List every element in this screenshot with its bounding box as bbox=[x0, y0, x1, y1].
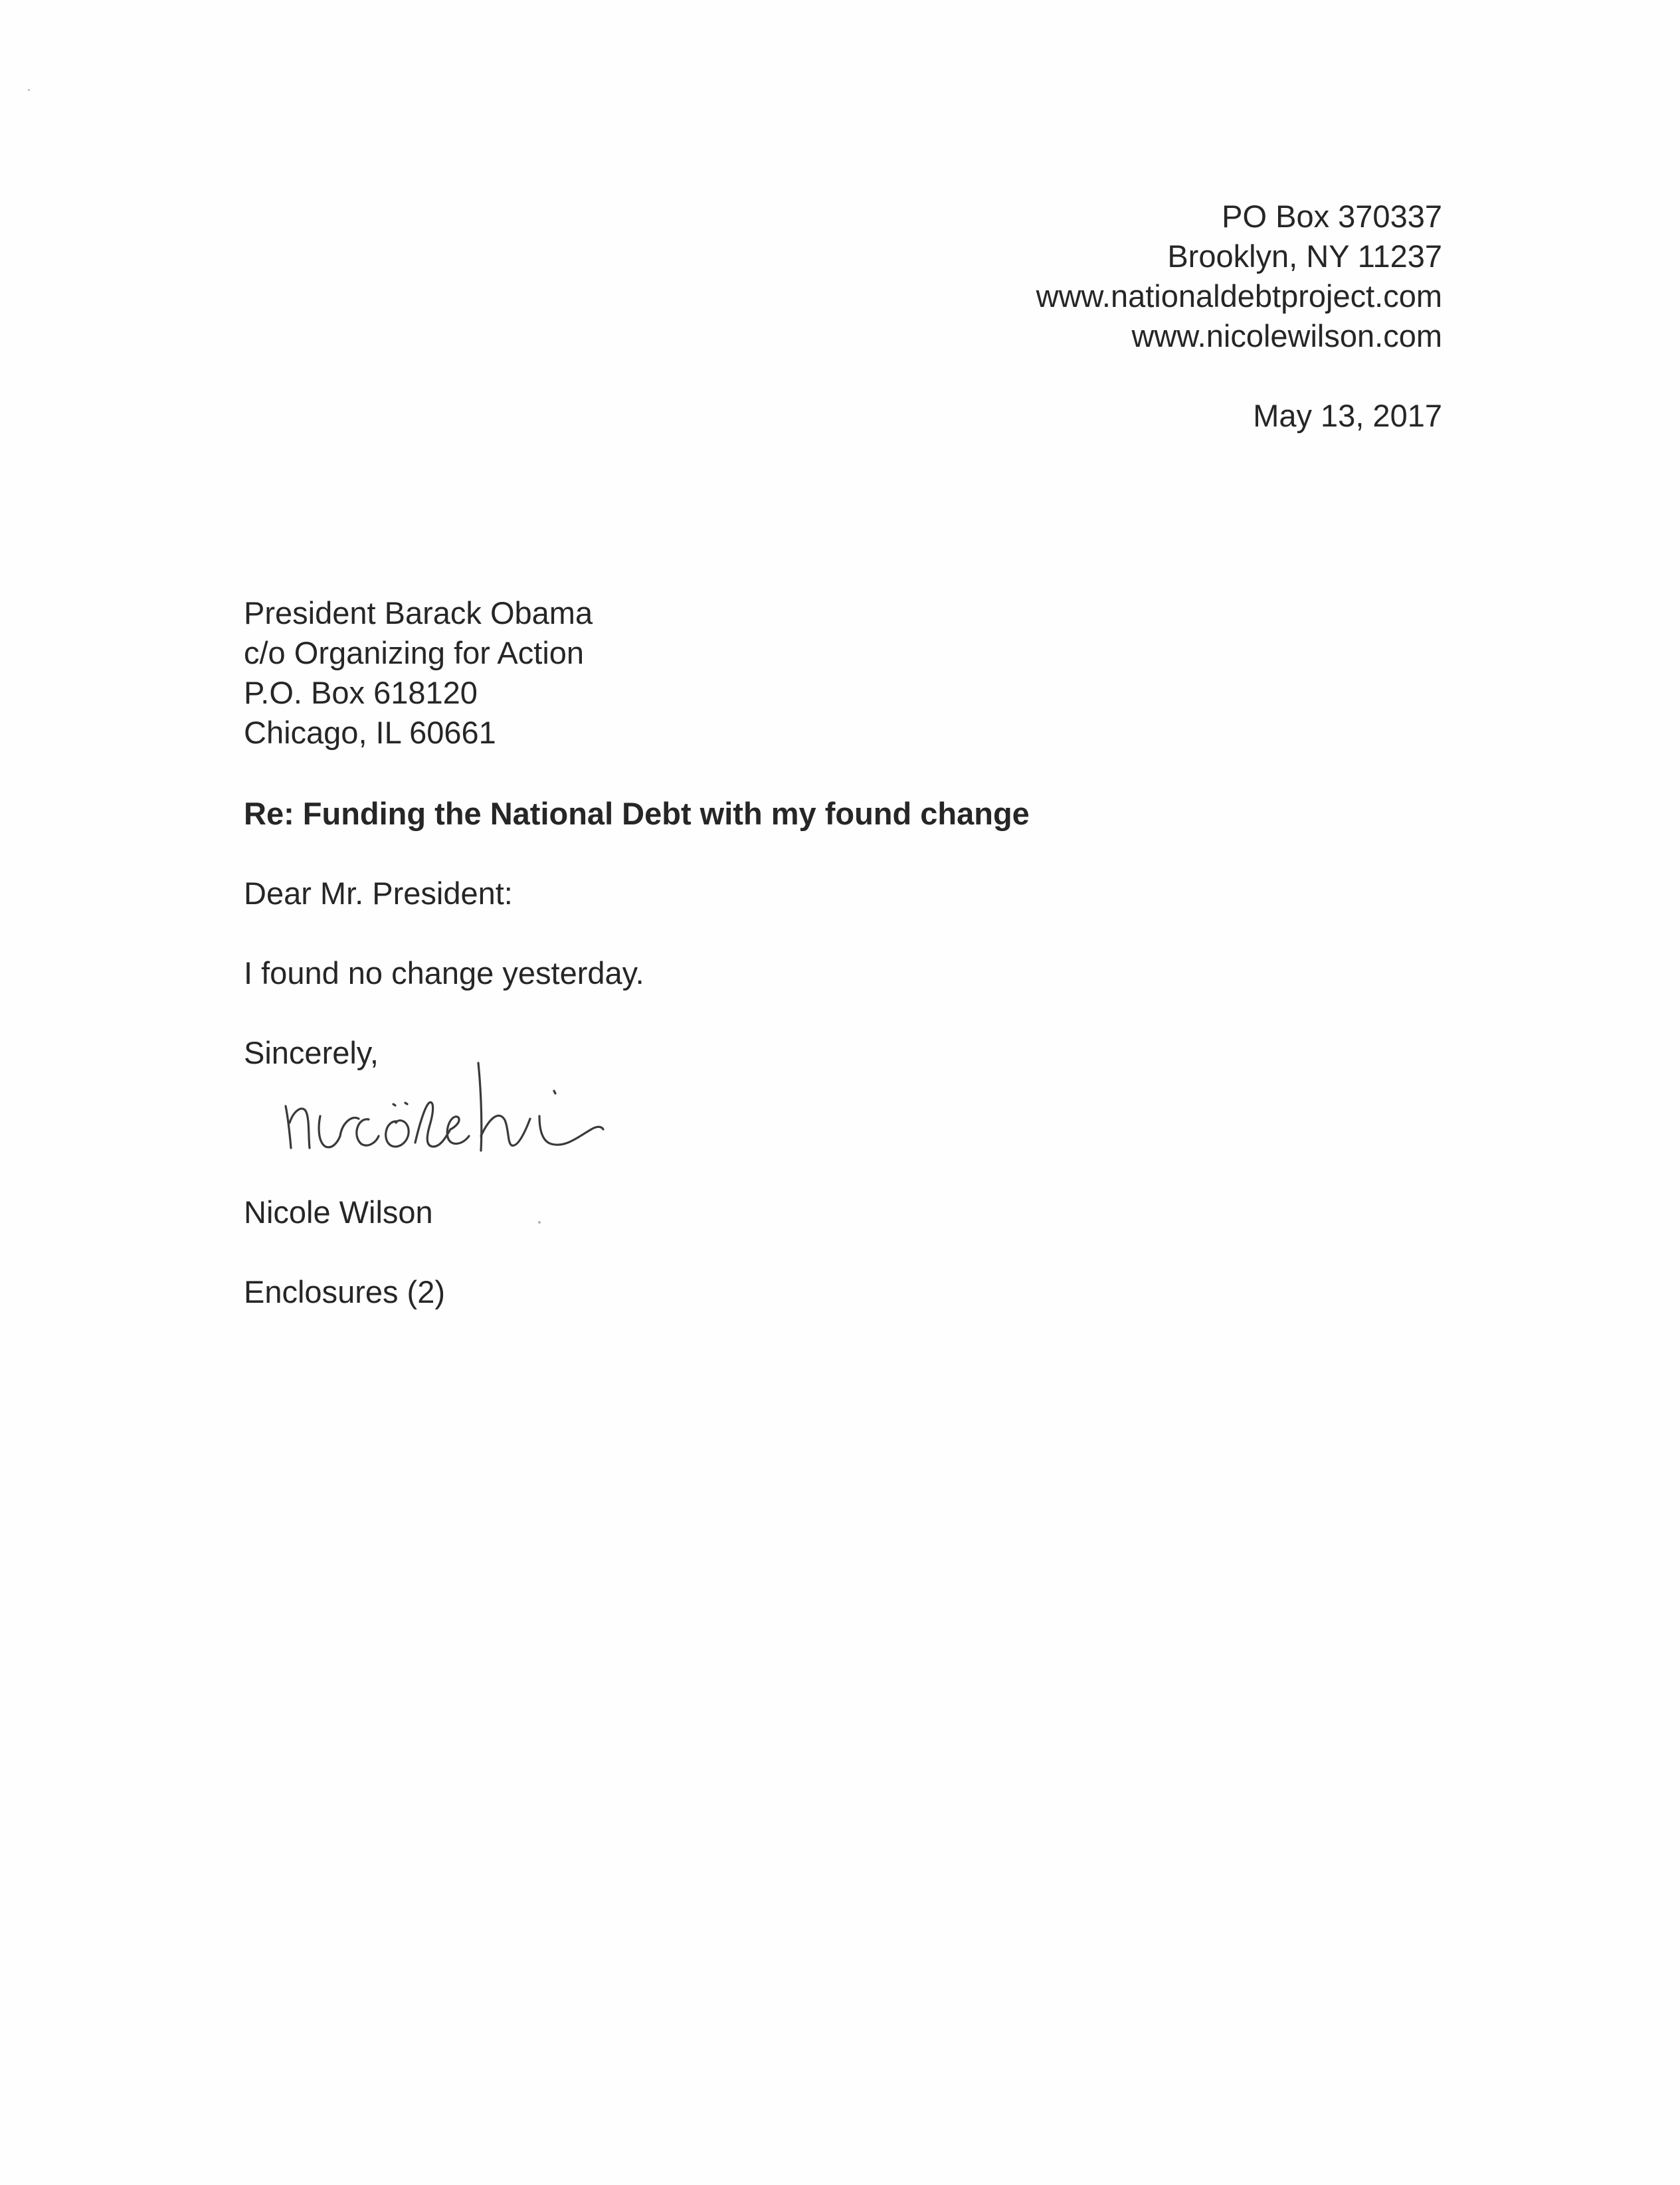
recipient-care-of: c/o Organizing for Action bbox=[244, 635, 585, 670]
sender-address-block bbox=[1036, 197, 1442, 356]
closing: Sincerely, bbox=[244, 1035, 379, 1070]
recipient-name: President Barack Obama bbox=[244, 595, 593, 630]
letter-date: May 13, 2017 bbox=[1253, 398, 1442, 433]
recipient-po-box: P.O. Box 618120 bbox=[244, 675, 478, 710]
paper-speck bbox=[28, 89, 30, 91]
letter-body: I found no change yesterday. bbox=[244, 955, 644, 991]
signer-name: Nicole Wilson bbox=[244, 1194, 433, 1230]
subject-line: Re: Funding the National Debt with my found change bbox=[244, 796, 1030, 831]
enclosures-note: Enclosures (2) bbox=[244, 1274, 445, 1309]
sender-city-state-zip: Brooklyn, NY 11237 bbox=[1167, 238, 1442, 274]
sender-po-box: PO Box 370337 bbox=[1222, 199, 1442, 234]
recipient-city-state-zip: Chicago, IL 60661 bbox=[244, 715, 496, 750]
sender-website-national-debt-project: www.nationaldebtproject.com bbox=[1036, 278, 1442, 314]
salutation: Dear Mr. President: bbox=[244, 876, 513, 911]
paper-speck bbox=[538, 1221, 541, 1224]
recipient-address-block bbox=[244, 593, 593, 753]
handwritten-signature bbox=[279, 1036, 691, 1169]
sender-website-nicole-wilson: www.nicolewilson.com bbox=[1131, 318, 1442, 353]
